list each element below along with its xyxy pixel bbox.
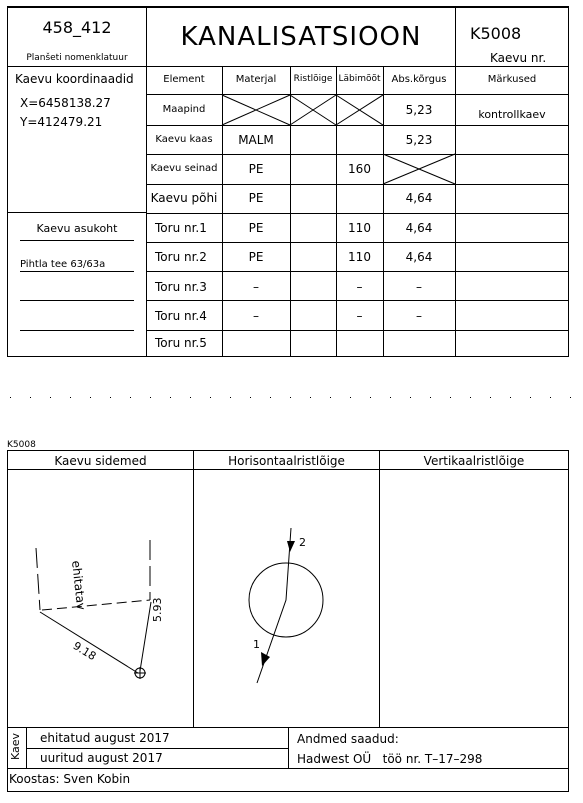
pipe-label-2: 2 (299, 536, 306, 549)
row-diameter: 110 (348, 250, 371, 264)
row-element: Kaevu seinad (150, 163, 218, 174)
well-label: Kaevu nr. (490, 51, 547, 65)
row-height: 5,23 (405, 133, 433, 147)
row-diameter: 110 (348, 221, 371, 235)
distance-label-2: 5.93 (151, 597, 164, 622)
row-material: MALM (238, 133, 274, 147)
row-height: 4,64 (405, 250, 433, 264)
col-header-height: Abs.kõrgus (391, 74, 447, 85)
col-header-element: Element (163, 74, 205, 85)
row-element: Toru nr.4 (155, 309, 207, 323)
row-height: 4,64 (405, 191, 433, 205)
col-header-diameter: Läbimõõt (338, 74, 381, 84)
row-material: PE (248, 162, 264, 176)
sheet-code: 458_412 (42, 18, 112, 37)
coord-x: X=6458138.27 (20, 96, 111, 110)
row-material: – (253, 280, 259, 294)
data-label: Andmed saadud: (297, 732, 399, 746)
coords-label: Kaevu koordinaadid (15, 72, 134, 86)
row-height: – (416, 309, 422, 323)
row-material: PE (248, 250, 264, 264)
built-date: ehitatud august 2017 (40, 731, 170, 745)
row-element: Kaevu põhi (150, 191, 218, 205)
row-height: 5,23 (405, 103, 433, 117)
panel-title-horizontal: Horisontaalristlõige (228, 454, 345, 468)
row-material: PE (248, 221, 264, 235)
row-element: Toru nr.5 (155, 336, 207, 350)
building-label: ehitatav (69, 559, 89, 611)
location-address: Pihtla tee 63/63a (20, 259, 106, 270)
well-code: K5008 (470, 24, 522, 43)
row-height: 4,64 (405, 221, 433, 235)
col-header-notes: Märkused (487, 74, 537, 85)
page-title: KANALISATSIOON (180, 22, 422, 52)
row-element: Toru nr.2 (155, 250, 207, 264)
well-tag: K5008 (7, 440, 36, 450)
coord-y: Y=412479.21 (20, 115, 103, 129)
panel-title-vertical: Vertikaalristlõige (423, 454, 525, 468)
surveyed-date: uuritud august 2017 (40, 751, 163, 765)
col-header-cross: Ristlõige (293, 74, 333, 84)
panel-title-connections: Kaevu sidemed (54, 454, 147, 468)
side-label: Kaev (9, 732, 22, 760)
distance-label-1: 9.18 (70, 639, 99, 664)
row-diameter: – (356, 280, 363, 294)
row-note: kontrollkaev (478, 108, 546, 121)
row-element: Toru nr.1 (155, 221, 207, 235)
row-element: Toru nr.3 (155, 280, 207, 294)
pipe-label-1: 1 (253, 638, 260, 651)
data-source: Hadwest OÜ töö nr. T–17–298 (297, 752, 483, 766)
col-header-material: Materjal (235, 74, 277, 85)
row-material: – (253, 309, 259, 323)
row-diameter: 160 (348, 162, 371, 176)
row-element: Kaevu kaas (155, 134, 213, 145)
row-material: PE (248, 191, 264, 205)
compiled-by: Koostas: Sven Kobin (9, 772, 131, 786)
row-diameter: – (356, 309, 363, 323)
location-label: Kaevu asukoht (36, 222, 118, 235)
row-height: – (416, 280, 422, 294)
row-element: Maapind (162, 104, 206, 115)
sheet-label: Planšeti nomenklatuur (26, 53, 128, 63)
